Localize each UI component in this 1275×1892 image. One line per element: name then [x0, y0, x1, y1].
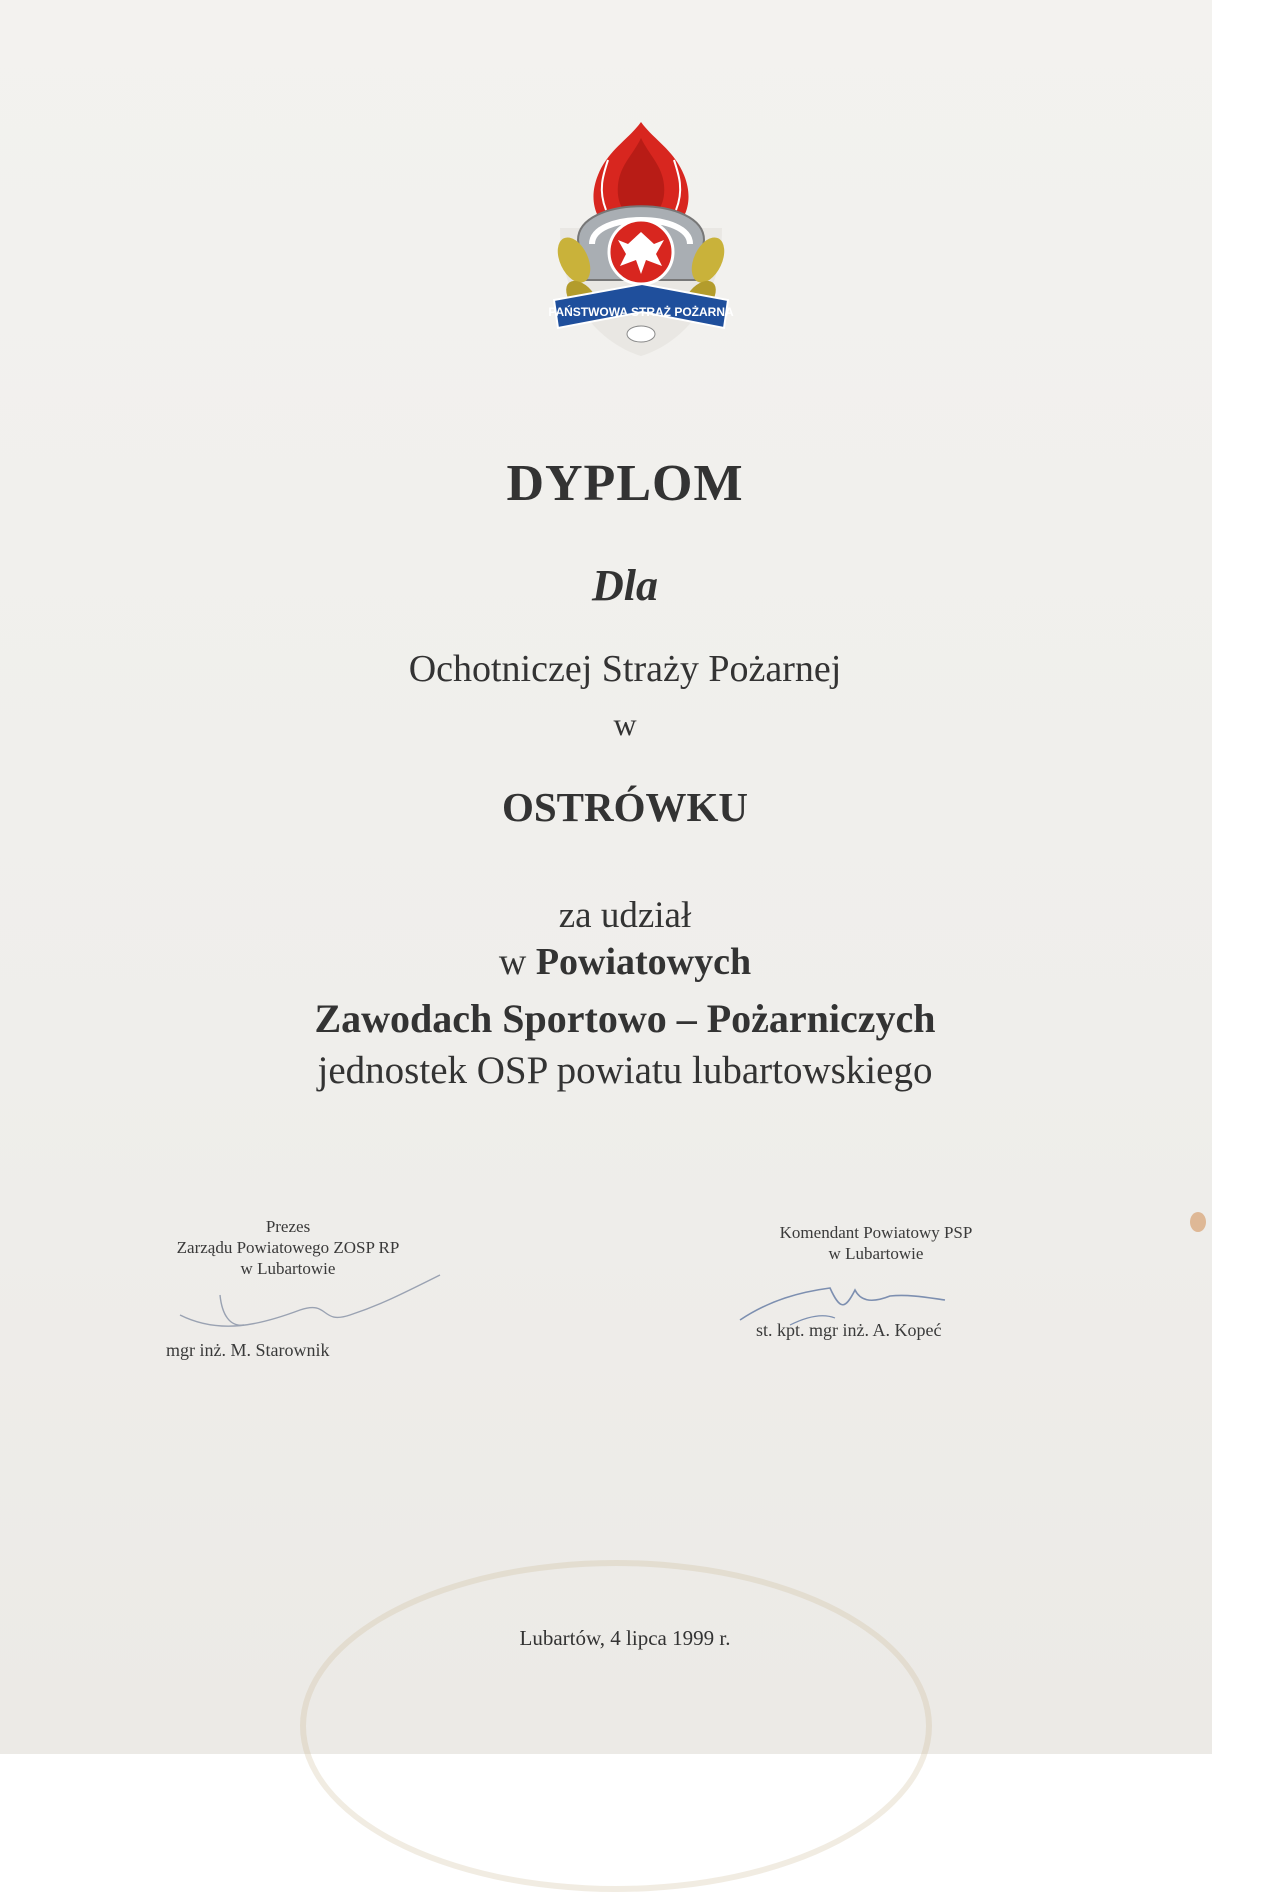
preposition-w: w — [613, 706, 637, 742]
reason-line-2-prefix: w — [498, 941, 527, 983]
left-title-line: Prezes — [265, 1217, 311, 1236]
right-title-line: w Lubartowie — [828, 1244, 924, 1263]
reason-line-1: za udział — [558, 895, 692, 936]
left-signatory-name: mgr inż. M. Starownik — [166, 1340, 330, 1360]
stain-mark — [300, 1560, 932, 1892]
right-signatory-name: st. kpt. mgr inż. A. Kopeć — [756, 1320, 942, 1340]
place-and-date: Lubartów, 4 lipca 1999 r. — [519, 1626, 731, 1650]
scan-margin — [1212, 0, 1275, 1754]
left-title-line: Zarządu Powiatowego ZOSP RP — [176, 1238, 400, 1257]
left-title-line: w Lubartowie — [240, 1259, 336, 1278]
reason-line-3: Zawodach Sportowo – Pożarniczych — [314, 996, 936, 1041]
left-signature-scribble — [160, 1255, 460, 1345]
diploma-title: DYPLOM — [506, 455, 744, 512]
state-fire-service-emblem-icon — [548, 120, 734, 360]
recipient-organization: Ochotniczej Straży Pożarnej — [408, 648, 842, 690]
stain-mark — [1190, 1212, 1206, 1232]
right-title-line: Komendant Powiatowy PSP — [779, 1223, 973, 1242]
reason-line-4: jednostek OSP powiatu lubartowskiego — [317, 1049, 933, 1092]
reason-line-2-bold: Powiatowych — [535, 941, 752, 983]
emblem-text: PAŃSTWOWA STRAŻ POŻARNA — [548, 305, 734, 319]
recipient-prefix: Dla — [592, 561, 658, 610]
recipient-place: OSTRÓWKU — [501, 784, 749, 830]
reason-line-2 — [0, 940, 1250, 984]
right-signatory-title — [726, 1222, 1026, 1264]
